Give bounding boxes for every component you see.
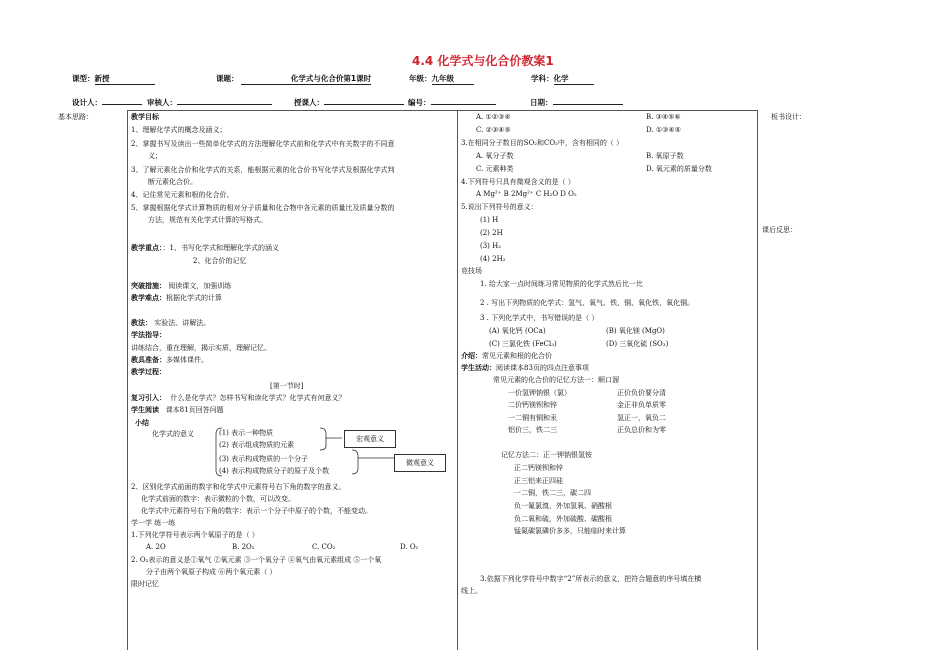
question-4-options: A Mg²⁺ B 2Mg²⁺ C H₂O D O₂: [476, 190, 577, 198]
grade-label: 年级：: [409, 74, 432, 83]
poem-1-right: 正价负价要分清: [617, 389, 666, 397]
objective-2-cont: 义；: [148, 152, 162, 160]
designer: [72, 97, 142, 108]
grade: [409, 73, 474, 85]
memory-method-1: 常见元素的化合价的记忆方法一：顺口溜: [493, 376, 619, 384]
poem-4-left: 铝价三，铁二三: [508, 426, 557, 434]
breakthrough-label: 突破措施：: [131, 282, 166, 290]
meaning-4: (4) 表示构成物质分子的原子及个数: [219, 467, 330, 475]
question-1-option-d: D. O₂: [400, 543, 419, 551]
student-activity-label: 学生活动：: [461, 364, 496, 372]
date-label: 日期：: [530, 98, 553, 107]
competition-3-option-c: (C) 三氯化铁 (FeCl₃): [489, 340, 557, 348]
topic: [216, 73, 371, 85]
competition-3: 3 . 下列化学式中，书写错误的是（ ）: [480, 314, 599, 322]
section-title: [第一节时]: [270, 382, 304, 390]
option-c: C. ②③④⑤: [476, 126, 511, 134]
rhyme-5: 负二氧和硫，外加硫酸、碳酸根: [514, 515, 612, 523]
number-label: 编号：: [408, 98, 431, 107]
introduction-value: 常见元素和根的化合价: [482, 352, 552, 360]
course-type: [72, 73, 155, 85]
poem-1-left: 一价氢钾钠银（氯）: [508, 389, 571, 397]
date-blank: [553, 104, 623, 105]
key-points-label: 教学重点：: [131, 244, 163, 252]
objective-3: 3、了解元素化合价和化学式的关系，能根据元素的化合价书写化学式及根据化学式判: [131, 166, 395, 174]
question-1-option-c: C. CO₂: [312, 543, 336, 551]
question-1-option-b: B. 2O₂: [232, 543, 255, 551]
question-4: 4.下列符号只具有微观含义的是（ ）: [461, 178, 575, 186]
rhyme-6: 锰氮碳氯磷价多多，只能临时来计算: [514, 527, 626, 535]
objective-2: 2、掌握书写及读出一些简单化学式的方法理解化学式前和化学式中有关数字的不同意: [131, 140, 395, 148]
teaching-tools-label: 教具准备：: [131, 356, 166, 364]
competition-heading: 竞技场: [461, 267, 482, 275]
micro-bracket: [350, 448, 396, 478]
objective-5: 5、掌握根据化学式计算物质的相对分子质量和化合物中各元素的质量比及质量分数的: [131, 204, 395, 212]
designer-blank: [102, 104, 142, 105]
column-divider: [457, 110, 458, 650]
board-design-label: 板书设计：: [771, 113, 806, 121]
poem-3-right: 氢正一，氧负二: [617, 414, 666, 422]
question-5-item-1: (1) H: [480, 216, 499, 224]
introduction: [461, 351, 552, 362]
key-points: [131, 243, 279, 254]
distinguish-1: 2、区别化学式前面的数字和化学式中元素符号右下角的数字的意义。: [131, 483, 346, 491]
question-1: 1.下列化学符号表示两个氧原子的是（ ）: [131, 531, 259, 539]
memory-method-2: 记忆方法二：正一钾钠银氢铵: [501, 451, 592, 459]
rhyme-2: 正三铝来正四硅: [514, 477, 563, 485]
option-b: B. ③④⑤⑥: [646, 113, 681, 121]
teaching-tools: [131, 355, 208, 366]
teaching-method-value: 实验法、讲解法。: [154, 319, 211, 327]
question-3-option-b: B. 氧原子数: [646, 152, 684, 160]
question-3-option-a: A. 氧分子数: [476, 152, 514, 160]
topic-label: 课题：: [216, 74, 239, 83]
objective-1: 1、理解化学式的概念及涵义；: [131, 126, 227, 134]
option-d: D. ①③④⑤: [646, 126, 681, 134]
student-activity: [461, 363, 589, 374]
question-5: 5.说出下列符号的意义：: [461, 203, 538, 211]
poem-2-left: 二价钙镁钡和锌: [508, 401, 557, 409]
review-intro-value: 什么是化学式？怎样书写和读化学式？化学式有何意义？: [170, 394, 346, 402]
last-question: 3.依据下列化学符号中数字“2”所表示的意义，把符合题意的序号填在横: [480, 575, 702, 583]
teaching-tools-value: 多媒体课件。: [166, 356, 208, 364]
review-intro-label: 复习引入：: [131, 394, 166, 402]
micro-meaning-box: 微观意义: [394, 454, 446, 472]
practice-heading: 学一学 练一练: [131, 519, 176, 527]
formula-meaning-label: 化学式的意义: [152, 430, 194, 438]
table-left-border: [127, 110, 128, 650]
basic-idea-label: 基本思路：: [58, 113, 93, 121]
meaning-1: (1) 表示一种物质: [219, 429, 274, 437]
question-1-option-a: A. 2O: [146, 543, 166, 551]
question-3-option-d: D. 氧元素的质量分数: [646, 165, 712, 173]
competition-3-option-a: (A) 氧化钙 (OCa): [489, 327, 546, 335]
question-3: 3.在相同分子数目的SO₂和CO₂中，含有相同的（ ）: [461, 139, 624, 147]
question-2: 2. O₂表示的意义是①氧气 ②氧元素 ③一个氧分子 ④氧气由氧元素组成 ⑤一个氧: [131, 556, 382, 564]
objective-3-cont: 断元素化合价。: [148, 178, 197, 186]
teaching-method: [131, 318, 210, 329]
introduction-label: 介绍：: [461, 352, 482, 360]
teacher-label: 授课人：: [294, 98, 324, 107]
distinguish-2: 化学式前面的数字：表示微粒的个数，可以改变。: [141, 495, 295, 503]
topic-value: 化学式与化合价第1课时: [241, 73, 371, 85]
difficulty: [131, 293, 222, 304]
objective-5-cont: 方法，规范有关化学式计算的写格式。: [148, 216, 267, 224]
summary-heading: 小结: [135, 419, 149, 427]
macro-meaning-box: 宏观意义: [344, 430, 396, 448]
study-guide-value: 讲练结合，重在理解，揭示实质，理解记忆。: [131, 344, 271, 352]
objectives-heading: 教学目标: [131, 113, 159, 121]
reviewer-label: 审核人：: [147, 98, 177, 107]
competition-1: 1. 给大家一点时间练习常见物质的化学式然后比一比: [480, 280, 643, 288]
question-2-cont: 分子由两个氧原子构成 ⑥两个氧元素（ ）: [146, 568, 277, 576]
student-reading: [131, 405, 224, 416]
poem-2-right: 金正非负单质零: [617, 401, 666, 409]
student-reading-value: 课本81页回答问题: [165, 406, 224, 414]
breakthrough: [131, 281, 231, 292]
designer-label: 设计人：: [72, 98, 102, 107]
competition-2: 2 . 写出下列物质的化学式：氢气、氧气、铁、铜、氧化铁、氧化铜。: [480, 299, 695, 307]
objective-4: 4、记住常见元素和根的化合价。: [131, 191, 234, 199]
distinguish-3: 化学式中元素符号右下角的数字：表示一个分子中原子的个数，不能变动。: [141, 507, 372, 515]
meaning-3: (3) 表示构成物质的一个分子: [219, 455, 309, 463]
question-5-item-4: (4) 2H₂: [480, 255, 506, 263]
last-question-cont: 线上。: [461, 587, 482, 595]
document-title: 4.4 化学式与化合价教案1: [412, 54, 554, 68]
student-reading-label: 学生阅读: [131, 406, 159, 414]
grade-value: 九年级: [432, 73, 474, 85]
reflection-label: 课后反思：: [762, 226, 797, 234]
poem-3-left: 一二铜有铜和汞: [508, 414, 557, 422]
question-5-item-2: (2) 2H: [480, 229, 503, 237]
option-a: A. ①②③④: [476, 113, 511, 121]
subject: [531, 73, 594, 85]
question-5-item-3: (3) H₂: [480, 242, 502, 250]
rhyme-1: 正二钙镁钡和锌: [514, 464, 563, 472]
study-guide-label: 学法指导：: [131, 331, 166, 339]
teaching-method-label: 教法：: [131, 319, 152, 327]
course-type-label: 课型：: [72, 74, 95, 83]
course-type-value: 新授: [95, 73, 155, 85]
number-blank: [431, 104, 496, 105]
difficulty-label: 教学难点：: [131, 294, 166, 302]
poem-4-right: 正负总价和为零: [617, 426, 666, 434]
subject-label: 学科：: [531, 74, 554, 83]
subject-value: 化学: [554, 73, 594, 85]
competition-3-option-d: (D) 三氧化硫 (SO₃): [606, 340, 669, 348]
table-right-border: [757, 110, 758, 650]
meaning-2: (2) 表示组成物质的元素: [219, 441, 295, 449]
reviewer: [147, 97, 272, 108]
question-3-option-c: C. 元素种类: [476, 165, 514, 173]
timed-memory: 限时记忆: [131, 580, 159, 588]
meaning-brackets: [214, 426, 354, 478]
date: [530, 97, 623, 108]
teaching-process-label: 教学过程：: [131, 368, 166, 376]
key-point-2: 2、化合价的记忆: [193, 257, 247, 265]
difficulty-value: 根据化学式的计算: [166, 294, 222, 302]
teacher-blank: [324, 104, 404, 105]
review-intro: [131, 393, 345, 404]
student-activity-value: 阅读课本83页的四点注意事项: [496, 364, 589, 372]
key-point-1: ：1、书写化学式和理解化学式的涵义: [162, 244, 279, 252]
rhyme-4: 负一氟氯溴，外加氢氧、硝酸根: [514, 502, 612, 510]
table-top-border: [127, 110, 757, 111]
reviewer-blank: [177, 104, 272, 105]
number: [408, 97, 496, 108]
rhyme-3: 一二铜，铁二三，碳二四: [514, 489, 591, 497]
competition-3-option-b: (B) 氧化镁 (MgO): [606, 327, 665, 335]
teacher: [294, 97, 404, 108]
breakthrough-value: 阅读课文，加强训练: [168, 282, 232, 290]
